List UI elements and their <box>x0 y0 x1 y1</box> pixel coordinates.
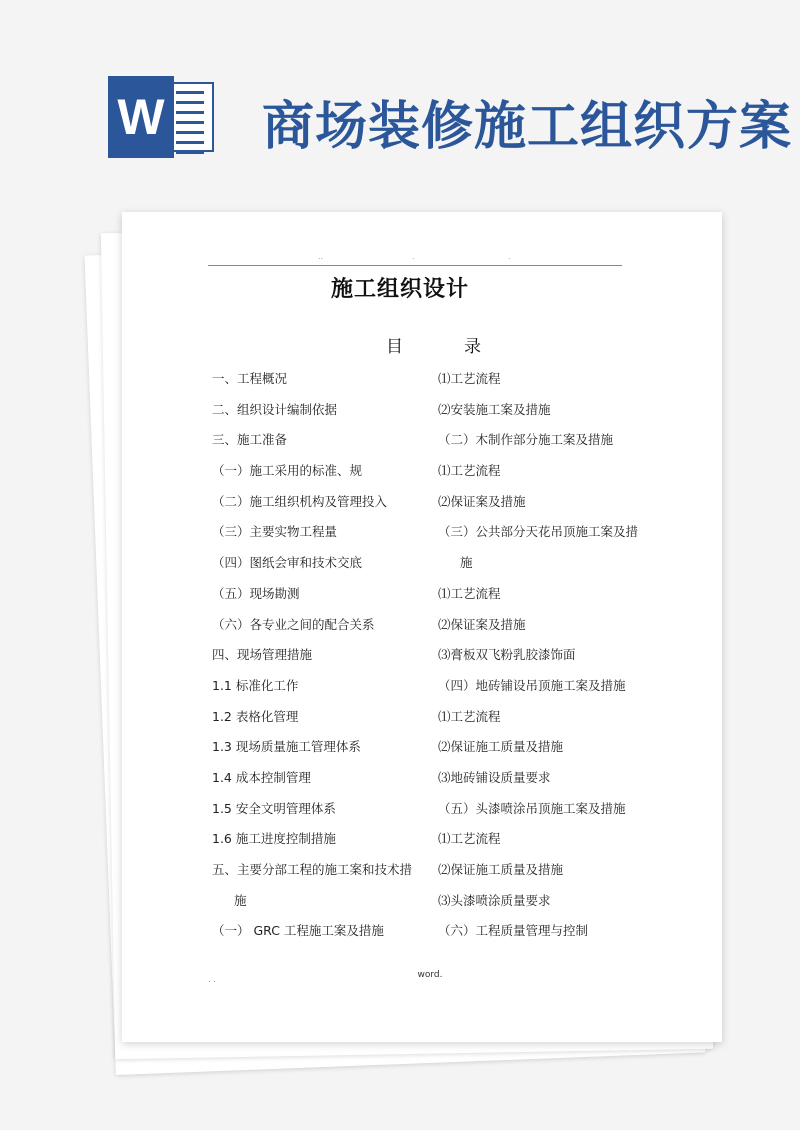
toc-entry: 五、主要分部工程的施工案和技术措 <box>212 862 413 877</box>
toc-entry: ⑴工艺流程 <box>438 708 501 724</box>
toc-right-column <box>438 368 638 951</box>
toc-left-column <box>212 368 412 951</box>
toc-entry: （四）地砖铺设吊顶施工案及措施 <box>438 677 626 693</box>
toc-entry: ⑵保证案及措施 <box>438 616 526 632</box>
toc-entry: 1.5 安全文明管理体系 <box>212 800 336 816</box>
toc-entry: （二）木制作部分施工案及措施 <box>438 432 614 448</box>
word-logo-letter: W <box>108 76 174 158</box>
document-title: 施工组织设计 <box>330 277 469 302</box>
toc-entry: ⑴工艺流程 <box>438 371 501 386</box>
toc-entry: （六）工程质量管理与控制 <box>438 923 589 939</box>
toc-entry: 1.4 成本控制管理 <box>212 769 311 785</box>
toc-entry: 1.2 表格化管理 <box>212 708 299 724</box>
toc-entry: （一） GRC 工程施工案及措施 <box>212 923 384 939</box>
toc-entry: 1.3 现场质量施工管理体系 <box>212 739 361 755</box>
toc-entry: 四、现场管理措施 <box>212 647 313 663</box>
toc-entry: 一、工程概况 <box>212 371 288 386</box>
banner-title: 商场装修施工组织方案 <box>262 96 793 157</box>
toc-entry: ⑵保证施工质量及措施 <box>438 739 564 755</box>
toc-heading-right: 录 <box>464 337 481 357</box>
toc-entry: ⑴工艺流程 <box>438 463 501 479</box>
toc-entry: 1.1 标准化工作 <box>212 677 299 693</box>
toc-entry: （三）公共部分天花吊顶施工案及措 <box>438 524 639 540</box>
toc-entry: （六）各专业之间的配合关系 <box>212 616 375 632</box>
toc-entry: 二、组织设计编制依据 <box>212 401 338 417</box>
banner <box>0 0 800 190</box>
toc-entry: ⑶地砖铺设质量要求 <box>438 769 551 785</box>
toc-heading-left: 目 <box>386 337 403 357</box>
footer-mark: . . <box>208 975 216 984</box>
word-document-icon <box>108 76 214 158</box>
toc-entry: 1.6 施工进度控制措施 <box>212 831 336 847</box>
toc-entry: （二）施工组织机构及管理投入 <box>212 493 388 509</box>
footer-label: word. <box>417 970 443 980</box>
toc-entry: ⑵保证案及措施 <box>438 493 526 509</box>
toc-entry: （五）现场勘测 <box>212 585 300 601</box>
toc-entry: ⑵安装施工案及措施 <box>438 401 551 417</box>
header-rule <box>208 265 622 266</box>
toc-entry: （一）施工采用的标准、规 <box>212 463 363 479</box>
toc-entry: （四）图纸会审和技术交底 <box>212 555 363 571</box>
toc-entry: ⑶膏板双飞粉乳胶漆饰面 <box>438 647 576 663</box>
toc-entry: （三）主要实物工程量 <box>212 524 338 540</box>
toc-entry: ⑶头漆喷涂质量要求 <box>438 892 551 908</box>
toc-entry: 三、施工准备 <box>212 432 288 448</box>
toc-entry: ⑵保证施工质量及措施 <box>438 862 564 877</box>
header-mark: .. <box>318 252 324 261</box>
toc-entry: 施 <box>460 555 473 571</box>
toc-entry: （五）头漆喷涂吊顶施工案及措施 <box>438 800 626 816</box>
toc-entry: ⑴工艺流程 <box>438 831 501 847</box>
toc-entry: 施 <box>234 892 247 908</box>
header-mark: . <box>508 252 511 261</box>
header-mark: . <box>412 252 415 261</box>
toc-entry: ⑴工艺流程 <box>438 585 501 601</box>
